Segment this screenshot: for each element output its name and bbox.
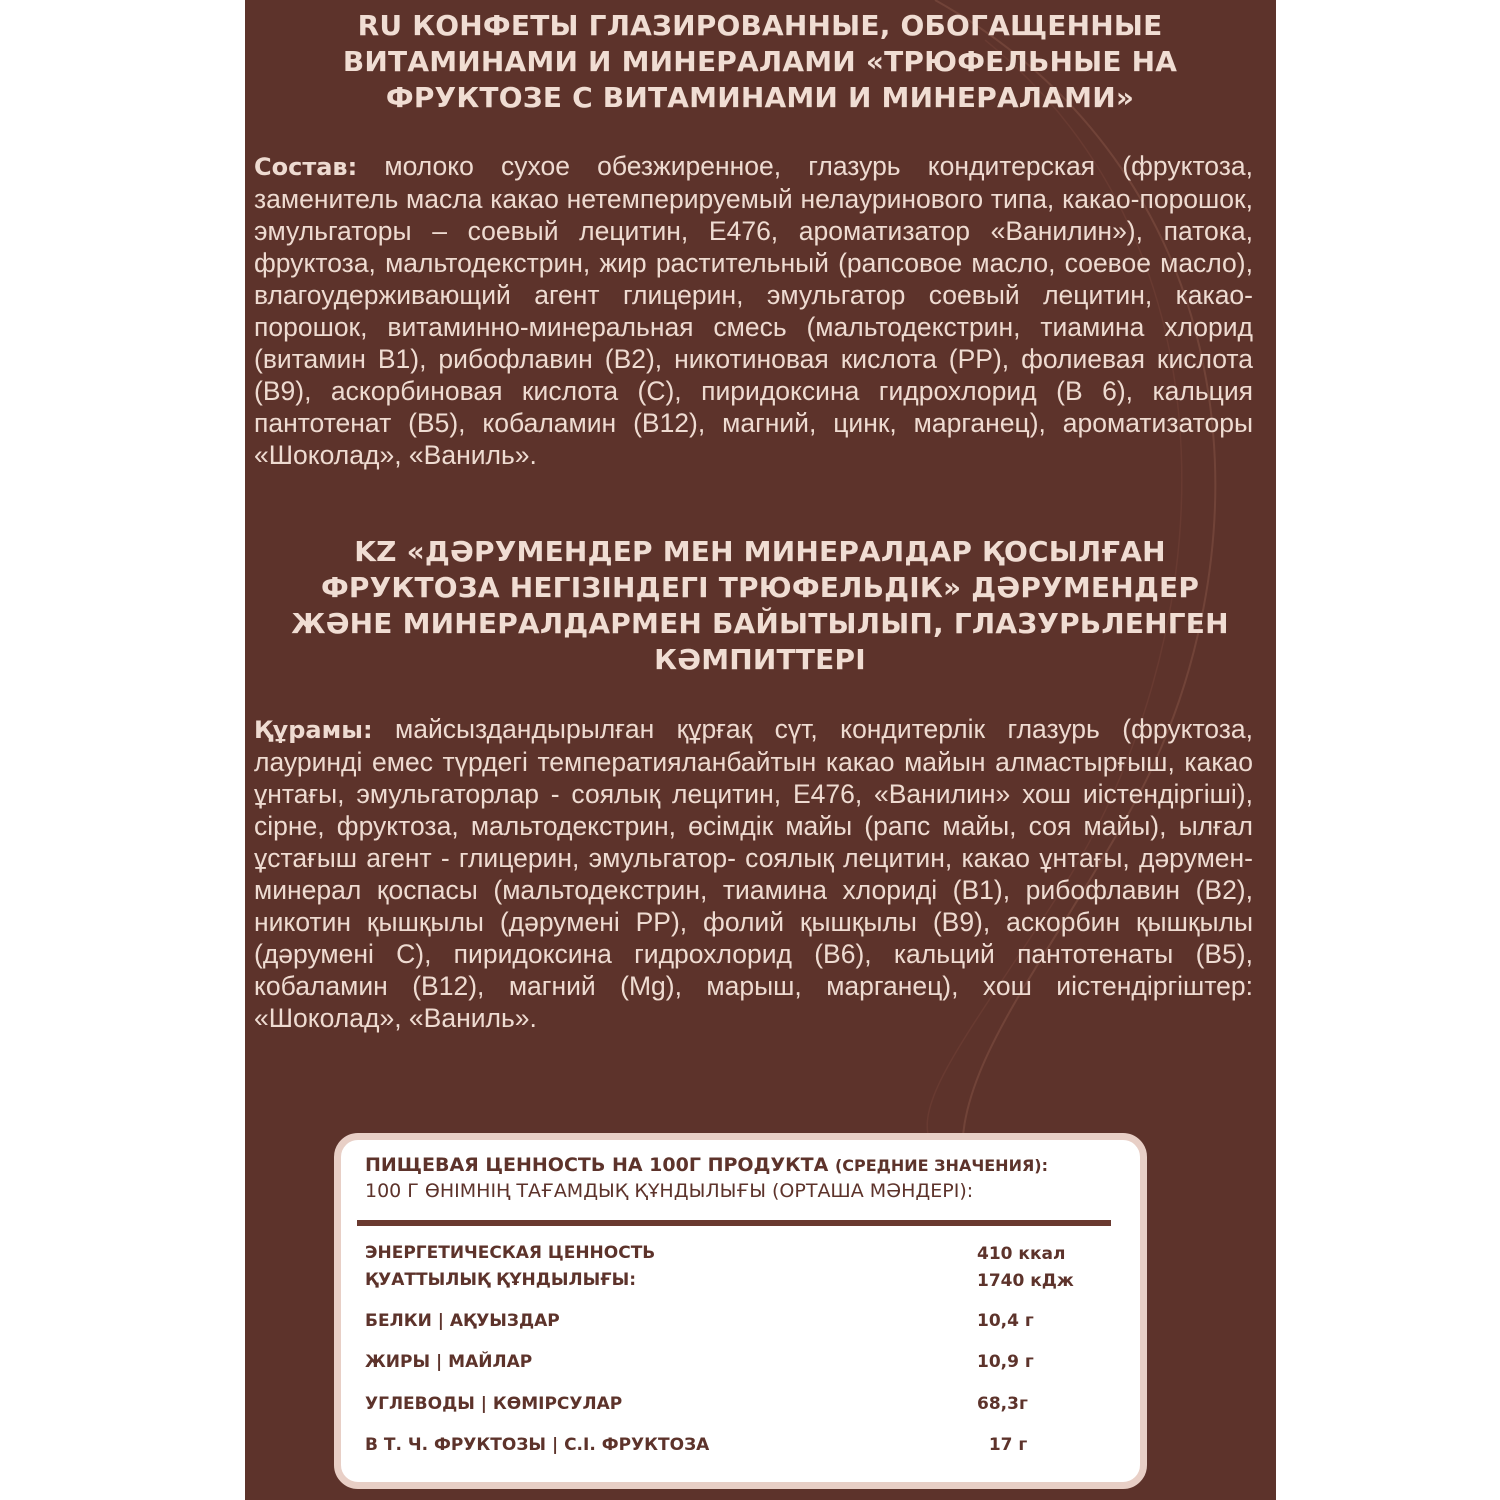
nutrient-row-label: УГЛЕВОДЫ | КӨМІРСУЛАР [365, 1394, 623, 1414]
nutrition-title-ru-sub: (СРЕДНИЕ ЗНАЧЕНИЯ): [834, 1156, 1048, 1175]
nutrition-title-ru [365, 1152, 1048, 1179]
nutrient-row-label: ЖИРЫ | МАЙЛАР [365, 1352, 533, 1372]
nutrient-row-value: 10,4 г [977, 1311, 1034, 1331]
energy-kcal-value: 410 ккал [977, 1244, 1066, 1264]
ru-product-heading: RU КОНФЕТЫ ГЛАЗИРОВАННЫЕ, ОБОГАЩЕННЫЕ ВИТАМИНАМИ И МИНЕРАЛАМИ «ТРЮФЕЛЬНЫЕ НА ФРУКТОЗЕ С ВИТАМИНАМИ И МИНЕРАЛАМИ» [342, 9, 1178, 114]
energy-kj-value: 1740 кДж [977, 1271, 1074, 1291]
nutrient-row-label: БЕЛКИ | АҚУЫЗДАР [365, 1311, 560, 1331]
nutrient-row-label: В Т. Ч. ФРУКТОЗЫ | С.І. ФРУКТОЗА [365, 1435, 710, 1455]
ru-composition-label: Состав: [254, 153, 358, 181]
kz-composition [254, 713, 1253, 1034]
nutrient-row-value: 17 г [977, 1435, 1028, 1455]
ru-composition-text: молоко сухое обезжиренное, глазурь кондитерская (фруктоза, заменитель масла какао нетемперируемый нелауринового типа, какао-порошок, эмульгаторы – соевый лецитин, Е476, ароматизатор «Ванилин»), патока, фруктоза, мальтодекстрин, жир растительный (рапсовое масло, соевое масло), влагоудерживающий агент глицерин, эмульгатор соевый лецитин, какао-порошок, витаминно-минеральная смесь (мальтодекстрин, тиамина хлорид (витамин В1), рибофлавин (В2), никотиновая кислота (РР), фолиевая кислота (В9), аскорбиновая кислота (С), пиридоксина гидрохлорид (В 6), кальция пантотенат (В5), кобаламин (В12), магний, цинк, марганец), ароматизаторы «Шоколад», «Ваниль». [254, 151, 1253, 470]
energy-label-kz: ҚУАТТЫЛЫҚ ҚҰНДЫЛЫҒЫ: [365, 1270, 636, 1290]
kz-composition-label: Құрамы: [254, 716, 373, 744]
nutrient-row-value: 10,9 г [977, 1352, 1034, 1372]
packaging-panel [245, 0, 1276, 1500]
nutrition-divider [357, 1220, 1111, 1226]
nutrition-title-ru-main: ПИЩЕВАЯ ЦЕННОСТЬ НА 100Г ПРОДУКТА [365, 1154, 829, 1176]
nutrition-facts-card [334, 1133, 1147, 1489]
ru-composition [254, 150, 1253, 471]
nutrient-row-value: 68,3г [977, 1394, 1028, 1414]
kz-product-heading: KZ «ДӘРУМЕНДЕР МЕН МИНЕРАЛДАР ҚОСЫЛҒАН ФРУКТОЗА НЕГІЗІНДЕГІ ТРЮФЕЛЬДІК» ДӘРУМЕНДЕР ЖӘНЕ МИНЕРАЛДАРМЕН БАЙЫТЫЛЫП, ГЛАЗУРЬЛЕНГЕН КӘМПИТТЕРІ [291, 535, 1229, 676]
kz-composition-text: майсыздандырылған құрғақ сүт, кондитерлік глазурь (фруктоза, лауринді емес түрдегі температияланбайтын какао майын алмастырғыш, какао ұнтағы, эмульгаторлар - соялық лецитин, Е476, «Ванилин» хош иістендіргіші), сірне, фруктоза, мальтодекстрин, өсімдік майы (рапс майы, соя майы), ылғал ұстағыш агент - глицерин, эмульгатор- соялық лецитин, какао ұнтағы, дәрумен-минерал қоспасы (мальтодекстрин, тиамина хлориді (В1), рибофлавин (В2), никотин қышқылы (дәрумені РР), фолий қышқылы (В9), аскорбин қышқылы (дәрумені С), пиридоксина гидрохлорид (В6), кальций пантотенаты (В5), кобаламин (В12), магний (Mg), марыш, марганец), хош иістендіргіштер: «Шоколад», «Ваниль». [254, 714, 1253, 1033]
energy-label-ru: ЭНЕРГЕТИЧЕСКАЯ ЦЕННОСТЬ [365, 1243, 656, 1263]
nutrition-title-kz: 100 Г ӨНІМНІҢ ТАҒАМДЫҚ ҚҰНДЫЛЫҒЫ (ОРТАША МӘНДЕРІ): [365, 1180, 974, 1202]
